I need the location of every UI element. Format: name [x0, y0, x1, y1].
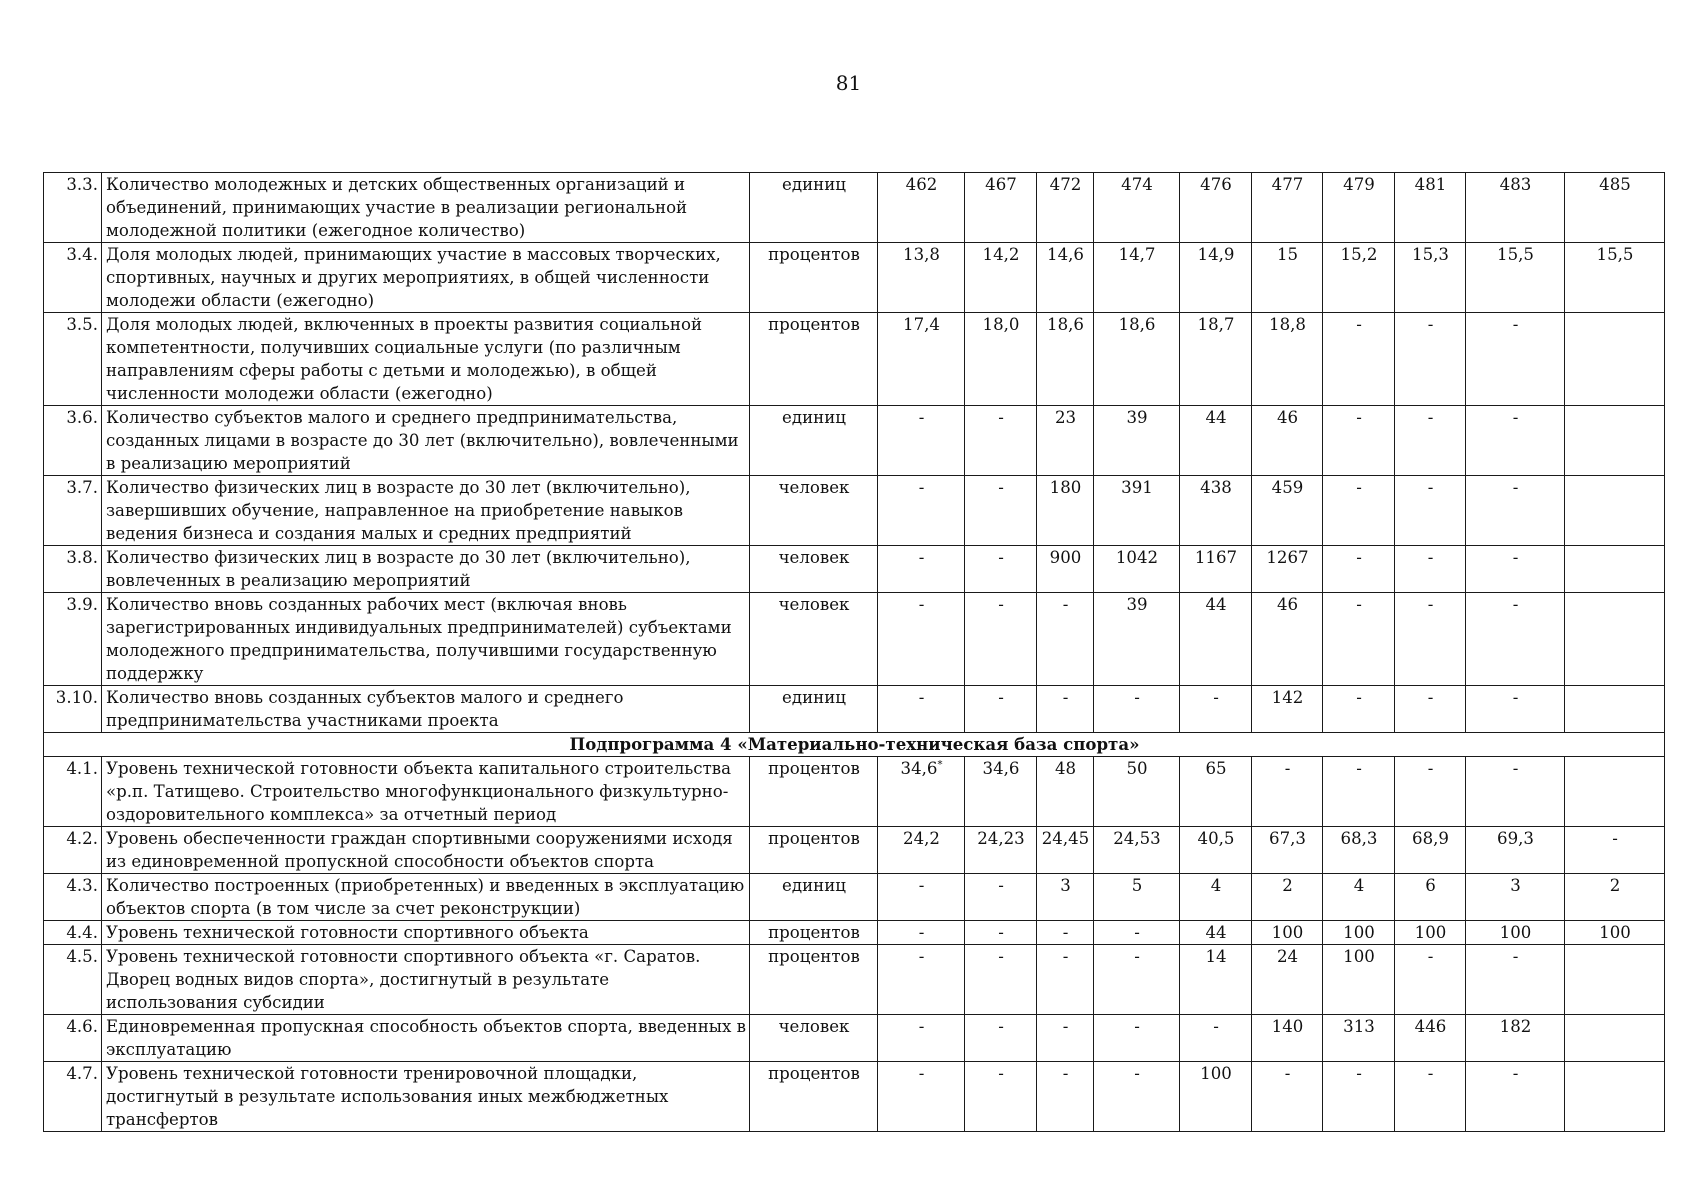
value-cell: 18,0	[965, 313, 1037, 406]
indicator-name: Уровень технической готовности объекта капитального строительства «р.п. Татищево. Строительство многофункционального физкультурно-оздоровительного комплекса» за отчетный период	[102, 757, 750, 827]
table-row	[44, 476, 1665, 546]
value-cell: -	[1466, 546, 1565, 593]
table-row	[44, 313, 1665, 406]
unit-cell: процентов	[750, 945, 878, 1015]
value-cell: 15,3	[1395, 243, 1466, 313]
row-number: 4.2.	[44, 827, 102, 874]
value-cell: -	[1323, 313, 1395, 406]
value-cell: -	[1094, 686, 1180, 733]
row-number: 4.7.	[44, 1062, 102, 1132]
value-cell: 142	[1252, 686, 1323, 733]
value-cell: -	[965, 1015, 1037, 1062]
value-cell: -	[1323, 686, 1395, 733]
page-number: 81	[835, 71, 862, 95]
row-number: 3.8.	[44, 546, 102, 593]
unit-cell: человек	[750, 546, 878, 593]
value-cell: -	[1395, 757, 1466, 827]
indicator-name: Уровень технической готовности тренировочной площадки, достигнутый в результате использования иных межбюджетных трансфертов	[102, 1062, 750, 1132]
value-cell: -	[1323, 757, 1395, 827]
row-number: 4.1.	[44, 757, 102, 827]
row-number: 3.5.	[44, 313, 102, 406]
value-cell: 479	[1323, 173, 1395, 243]
unit-cell: процентов	[750, 757, 878, 827]
table-row	[44, 546, 1665, 593]
value-cell: -	[878, 874, 965, 921]
value-cell: 467	[965, 173, 1037, 243]
value-cell: -	[878, 593, 965, 686]
value-cell	[1565, 1015, 1665, 1062]
value-cell: -	[1395, 546, 1466, 593]
value-cell: 313	[1323, 1015, 1395, 1062]
value-cell: -	[878, 406, 965, 476]
value-cell: 1167	[1180, 546, 1252, 593]
value-cell: -	[878, 1062, 965, 1132]
value-cell: -	[1094, 945, 1180, 1015]
value-cell: -	[1395, 1062, 1466, 1132]
table-row	[44, 1062, 1665, 1132]
table-row	[44, 593, 1665, 686]
value-cell	[1565, 313, 1665, 406]
value-cell	[1565, 686, 1665, 733]
table-row	[44, 921, 1665, 945]
value-cell: -	[1395, 945, 1466, 1015]
unit-cell: единиц	[750, 173, 878, 243]
value-cell: 391	[1094, 476, 1180, 546]
value-cell: -	[1466, 757, 1565, 827]
value-cell: -	[1094, 921, 1180, 945]
indicator-name: Количество физических лиц в возрасте до 30 лет (включительно), завершивших обучение, направленное на приобретение навыков ведения бизнеса и создания малых и средних предприятий	[102, 476, 750, 546]
value-cell: 34,6	[965, 757, 1037, 827]
row-number: 3.3.	[44, 173, 102, 243]
value-cell: -	[1323, 593, 1395, 686]
table-row	[44, 406, 1665, 476]
unit-cell: человек	[750, 593, 878, 686]
indicator-name: Количество физических лиц в возрасте до 30 лет (включительно), вовлеченных в реализацию мероприятий	[102, 546, 750, 593]
value-cell: 100	[1252, 921, 1323, 945]
indicator-name: Единовременная пропускная способность объектов спорта, введенных в эксплуатацию	[102, 1015, 750, 1062]
value-cell: 100	[1323, 945, 1395, 1015]
value-cell: -	[1180, 686, 1252, 733]
value-cell	[1565, 406, 1665, 476]
value-cell: 459	[1252, 476, 1323, 546]
row-number: 3.6.	[44, 406, 102, 476]
value-cell: 4	[1180, 874, 1252, 921]
value-cell: 2	[1565, 874, 1665, 921]
indicators-table	[43, 172, 1665, 1132]
value-cell: 14,2	[965, 243, 1037, 313]
value-cell: 1042	[1094, 546, 1180, 593]
value-cell: 6	[1395, 874, 1466, 921]
value-cell: 18,7	[1180, 313, 1252, 406]
value-cell: 476	[1180, 173, 1252, 243]
footnote-mark: *	[937, 759, 943, 771]
value-cell: 46	[1252, 406, 1323, 476]
value-cell: -	[1037, 1015, 1094, 1062]
value-cell: -	[1395, 593, 1466, 686]
value-cell: 4	[1323, 874, 1395, 921]
value-cell: -	[1037, 593, 1094, 686]
value-cell: 24,45	[1037, 827, 1094, 874]
value-cell: 182	[1466, 1015, 1565, 1062]
row-number: 3.9.	[44, 593, 102, 686]
value-cell: 15,2	[1323, 243, 1395, 313]
value-cell: -	[1037, 945, 1094, 1015]
row-number: 4.3.	[44, 874, 102, 921]
value-cell	[1565, 1062, 1665, 1132]
value-cell: 3	[1466, 874, 1565, 921]
value-cell: 24,53	[1094, 827, 1180, 874]
value-cell: 438	[1180, 476, 1252, 546]
indicator-name: Количество вновь созданных субъектов малого и среднего предпринимательства участниками проекта	[102, 686, 750, 733]
table-row	[44, 686, 1665, 733]
row-number: 3.10.	[44, 686, 102, 733]
value-cell: -	[1323, 546, 1395, 593]
value-cell: -	[1252, 1062, 1323, 1132]
value-cell: 483	[1466, 173, 1565, 243]
row-number: 4.4.	[44, 921, 102, 945]
unit-cell: человек	[750, 476, 878, 546]
value-cell: 48	[1037, 757, 1094, 827]
value-text: 34,6	[900, 759, 938, 778]
value-cell: 180	[1037, 476, 1094, 546]
value-cell: -	[1323, 1062, 1395, 1132]
indicator-name: Доля молодых людей, принимающих участие в массовых творческих, спортивных, научных и других мероприятиях, в общей численности молодежи области (ежегодно)	[102, 243, 750, 313]
value-cell: -	[1466, 686, 1565, 733]
value-cell: 68,9	[1395, 827, 1466, 874]
value-cell: 69,3	[1466, 827, 1565, 874]
table-row	[44, 1015, 1665, 1062]
unit-cell: процентов	[750, 827, 878, 874]
value-cell: 68,3	[1323, 827, 1395, 874]
value-cell: 40,5	[1180, 827, 1252, 874]
value-cell: 2	[1252, 874, 1323, 921]
value-cell: -	[1323, 476, 1395, 546]
value-cell: 472	[1037, 173, 1094, 243]
value-cell	[1565, 757, 1665, 827]
indicator-name: Доля молодых людей, включенных в проекты развития социальной компетентности, получивших социальные услуги (по различным направлениям сферы работы с детьми и молодежью), в общей численности молодежи области (ежегодно)	[102, 313, 750, 406]
value-cell: 100	[1180, 1062, 1252, 1132]
value-cell: 18,6	[1094, 313, 1180, 406]
value-cell: 44	[1180, 593, 1252, 686]
value-cell: -	[965, 921, 1037, 945]
row-number: 4.5.	[44, 945, 102, 1015]
value-cell: -	[1323, 406, 1395, 476]
indicator-name: Уровень обеспеченности граждан спортивными сооружениями исходя из единовременной пропускной способности объектов спорта	[102, 827, 750, 874]
value-cell	[1565, 476, 1665, 546]
table-row	[44, 874, 1665, 921]
value-cell: 5	[1094, 874, 1180, 921]
value-cell: -	[1037, 921, 1094, 945]
value-cell: -	[1395, 686, 1466, 733]
value-cell: -	[965, 593, 1037, 686]
value-cell: 24,23	[965, 827, 1037, 874]
value-cell	[1565, 593, 1665, 686]
value-cell: -	[965, 874, 1037, 921]
value-cell: 44	[1180, 921, 1252, 945]
table-row	[44, 827, 1665, 874]
value-cell: 477	[1252, 173, 1323, 243]
unit-cell: единиц	[750, 406, 878, 476]
unit-cell: процентов	[750, 1062, 878, 1132]
value-cell: 44	[1180, 406, 1252, 476]
value-cell: -	[1466, 593, 1565, 686]
indicator-name: Количество субъектов малого и среднего предпринимательства, созданных лицами в возрасте до 30 лет (включительно), вовлеченными в реализацию мероприятий	[102, 406, 750, 476]
value-cell: -	[1466, 313, 1565, 406]
unit-cell: человек	[750, 1015, 878, 1062]
value-cell: 14	[1180, 945, 1252, 1015]
value-cell: 462	[878, 173, 965, 243]
value-cell: -	[1252, 757, 1323, 827]
value-cell: 14,9	[1180, 243, 1252, 313]
value-cell: 46	[1252, 593, 1323, 686]
value-cell: 24	[1252, 945, 1323, 1015]
value-cell: 65	[1180, 757, 1252, 827]
value-cell	[878, 757, 965, 827]
unit-cell: единиц	[750, 686, 878, 733]
value-cell: 140	[1252, 1015, 1323, 1062]
unit-cell: процентов	[750, 921, 878, 945]
value-cell: 485	[1565, 173, 1665, 243]
value-cell: 50	[1094, 757, 1180, 827]
value-cell: -	[965, 476, 1037, 546]
section-row	[44, 733, 1665, 757]
indicator-name: Количество вновь созданных рабочих мест (включая вновь зарегистрированных индивидуальных предпринимателей) субъектами молодежного предпринимательства, получившими государственную поддержку	[102, 593, 750, 686]
value-cell: 13,8	[878, 243, 965, 313]
section-title: Подпрограмма 4 «Материально-техническая база спорта»	[44, 733, 1665, 757]
value-cell: -	[965, 686, 1037, 733]
value-cell: -	[1466, 1062, 1565, 1132]
value-cell	[1565, 546, 1665, 593]
table-row	[44, 757, 1665, 827]
value-cell: 14,6	[1037, 243, 1094, 313]
value-cell: 67,3	[1252, 827, 1323, 874]
unit-cell: процентов	[750, 243, 878, 313]
value-cell: -	[878, 546, 965, 593]
value-cell: 18,8	[1252, 313, 1323, 406]
value-cell: -	[1466, 945, 1565, 1015]
value-cell: 100	[1466, 921, 1565, 945]
value-cell: 474	[1094, 173, 1180, 243]
value-cell: 100	[1323, 921, 1395, 945]
value-cell: 15	[1252, 243, 1323, 313]
unit-cell: единиц	[750, 874, 878, 921]
value-cell: -	[1094, 1015, 1180, 1062]
value-cell: 18,6	[1037, 313, 1094, 406]
value-cell: 100	[1395, 921, 1466, 945]
value-cell: -	[965, 546, 1037, 593]
value-cell: -	[1466, 476, 1565, 546]
value-cell: -	[878, 945, 965, 1015]
value-cell: -	[878, 921, 965, 945]
value-cell: -	[1395, 313, 1466, 406]
value-cell: 14,7	[1094, 243, 1180, 313]
indicator-name: Уровень технической готовности спортивного объекта	[102, 921, 750, 945]
value-cell: 3	[1037, 874, 1094, 921]
value-cell: 39	[1094, 406, 1180, 476]
table-row	[44, 173, 1665, 243]
value-cell: -	[1037, 686, 1094, 733]
indicator-name: Количество молодежных и детских общественных организаций и объединений, принимающих участие в реализации региональной молодежной политики (ежегодное количество)	[102, 173, 750, 243]
value-cell	[1565, 945, 1665, 1015]
value-cell: 1267	[1252, 546, 1323, 593]
indicator-name: Количество построенных (приобретенных) и введенных в эксплуатацию объектов спорта (в том числе за счет реконструкции)	[102, 874, 750, 921]
table-row	[44, 243, 1665, 313]
value-cell: -	[878, 1015, 965, 1062]
value-cell: -	[1466, 406, 1565, 476]
value-cell: -	[1037, 1062, 1094, 1132]
row-number: 3.4.	[44, 243, 102, 313]
row-number: 3.7.	[44, 476, 102, 546]
value-cell: -	[1180, 1015, 1252, 1062]
value-cell: -	[1094, 1062, 1180, 1132]
value-cell: 39	[1094, 593, 1180, 686]
value-cell: 481	[1395, 173, 1466, 243]
value-cell: -	[878, 686, 965, 733]
value-cell: 900	[1037, 546, 1094, 593]
value-cell: 100	[1565, 921, 1665, 945]
value-cell: -	[965, 945, 1037, 1015]
value-cell: 15,5	[1565, 243, 1665, 313]
table-row	[44, 945, 1665, 1015]
value-cell: -	[1395, 406, 1466, 476]
row-number: 4.6.	[44, 1015, 102, 1062]
value-cell: -	[965, 406, 1037, 476]
value-cell: 15,5	[1466, 243, 1565, 313]
value-cell: 446	[1395, 1015, 1466, 1062]
value-cell: 17,4	[878, 313, 965, 406]
value-cell: -	[1565, 827, 1665, 874]
value-cell: -	[965, 1062, 1037, 1132]
unit-cell: процентов	[750, 313, 878, 406]
indicator-name: Уровень технической готовности спортивного объекта «г. Саратов. Дворец водных видов спорта», достигнутый в результате использования субсидии	[102, 945, 750, 1015]
value-cell: -	[1395, 476, 1466, 546]
value-cell: 23	[1037, 406, 1094, 476]
value-cell: -	[878, 476, 965, 546]
value-cell: 24,2	[878, 827, 965, 874]
